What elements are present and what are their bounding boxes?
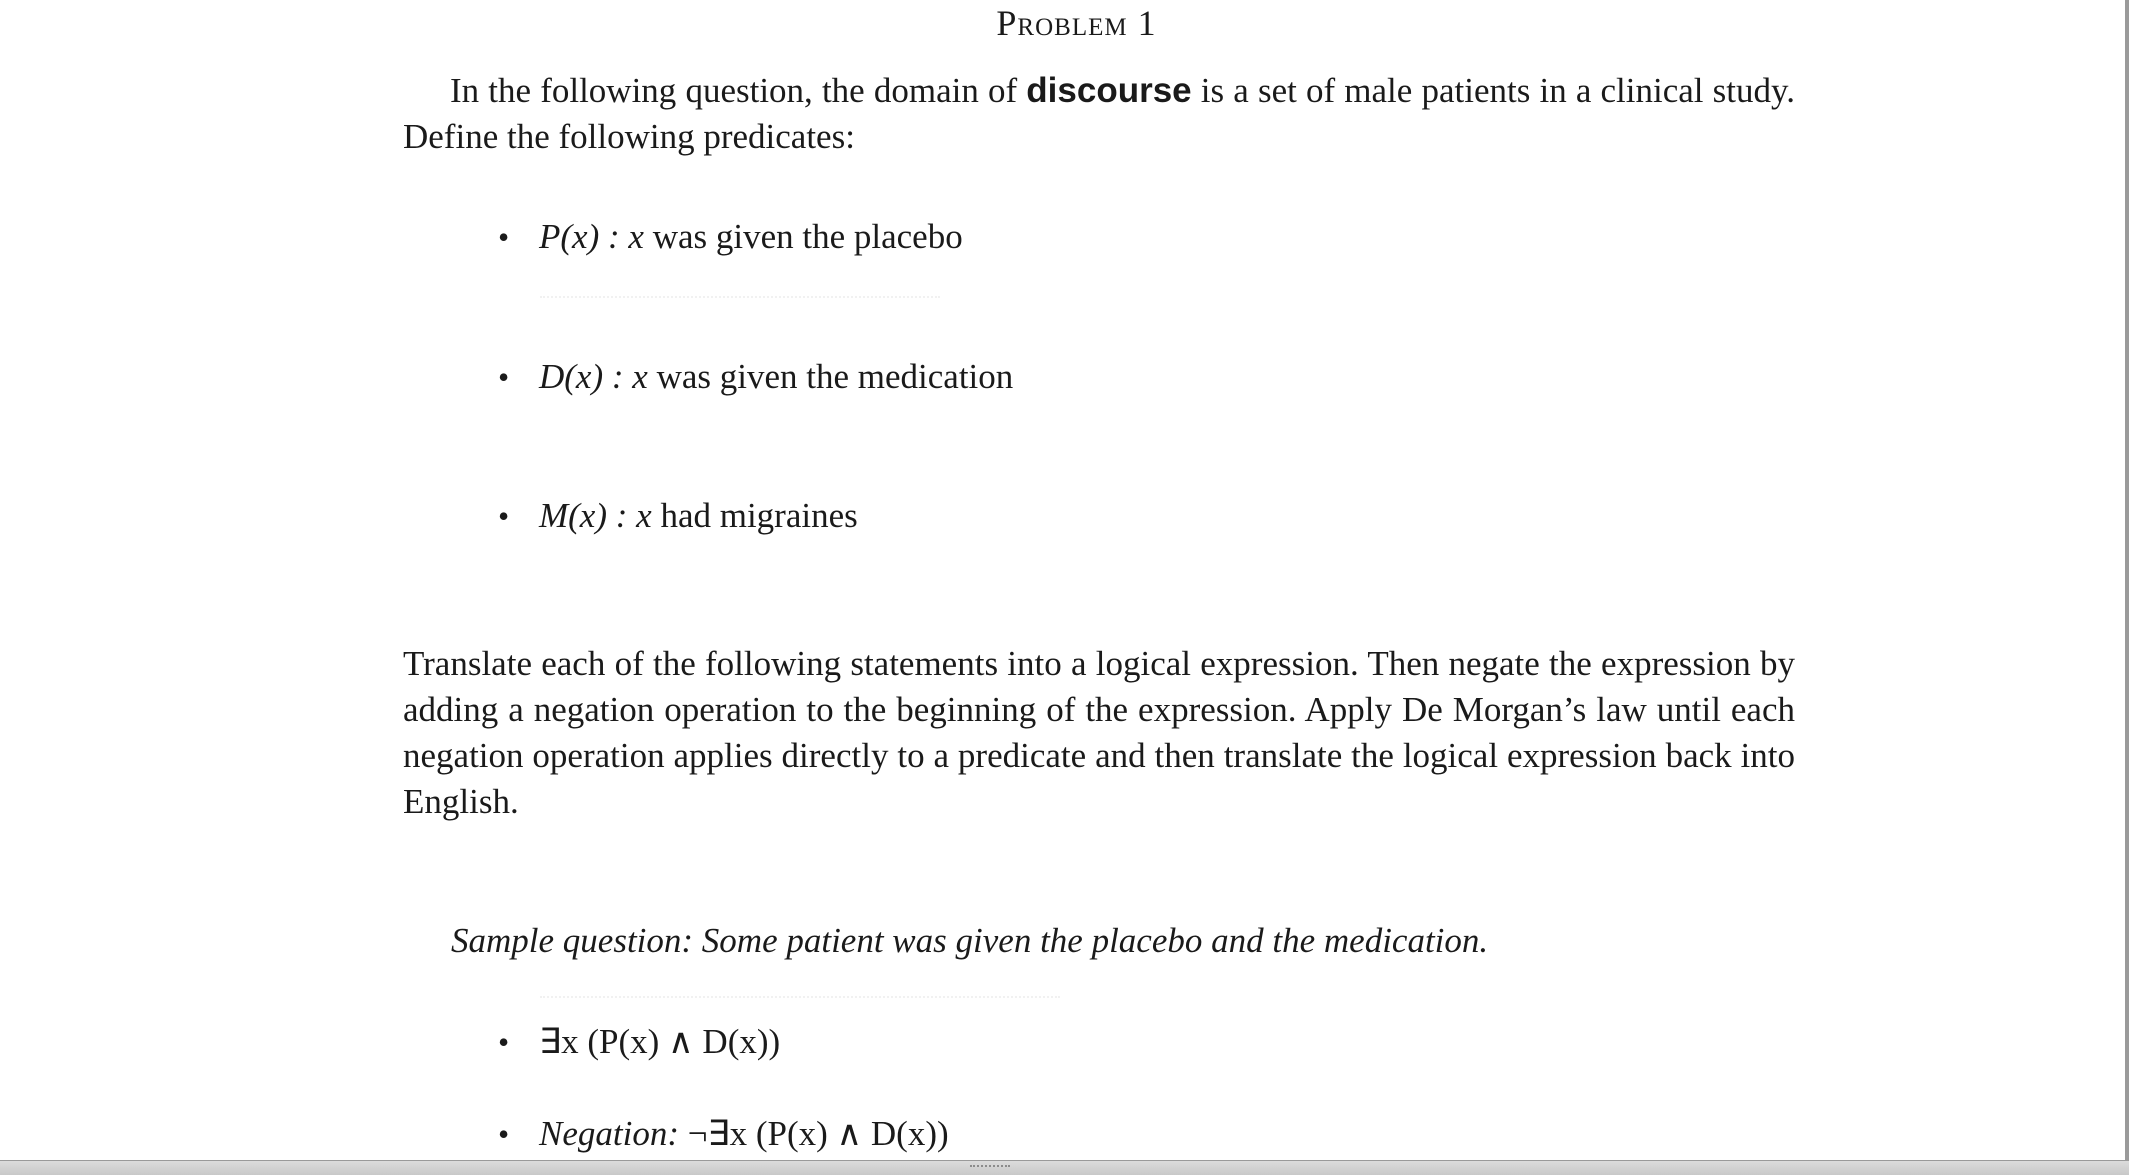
predicate-text: had migraines xyxy=(651,496,858,535)
scan-artifact xyxy=(540,996,1060,1002)
page-edge xyxy=(2125,0,2129,1161)
answer-label: Negation: xyxy=(539,1114,688,1153)
bullet-icon: • xyxy=(498,1024,510,1060)
predicate-item xyxy=(498,493,858,539)
bullet-icon: • xyxy=(498,359,510,395)
sample-question: Sample question: Some patient was given the placebo and the medication. xyxy=(451,921,1489,960)
resize-grip-icon[interactable] xyxy=(970,1165,1010,1173)
intro-paragraph xyxy=(403,68,1795,160)
intro-text-end: is a set of male patients in a clinical study. Define the following predicates: xyxy=(403,71,1795,156)
problem-title: Problem 1 xyxy=(996,3,1157,43)
predicate-variable: x xyxy=(628,217,644,256)
predicate-item xyxy=(498,214,963,260)
predicate-symbol: M(x) : xyxy=(539,496,637,535)
predicate-item xyxy=(498,354,1013,400)
predicate-symbol: P(x) : xyxy=(539,217,629,256)
predicate-variable: x xyxy=(632,357,648,396)
answer-expression: ¬∃x (P(x) ∧ D(x)) xyxy=(687,1114,949,1153)
window-resize-bar[interactable] xyxy=(0,1160,2129,1175)
predicate-text: was given the placebo xyxy=(643,217,963,256)
intro-text-start: In the following question, the domain of xyxy=(450,71,1027,110)
instructions-paragraph: Translate each of the following statements into a logical expression. Then negate the expression by adding a negation operation to the beginning of the expression. Apply De Morgan’s law until each negation operation applies directly to a predicate and then translate the logical expression back into English. xyxy=(403,644,1795,821)
predicate-variable: x xyxy=(636,496,652,535)
predicate-symbol: D(x) : xyxy=(539,357,633,396)
bullet-icon: • xyxy=(498,498,510,534)
predicate-text: was given the medication xyxy=(647,357,1014,396)
bullet-icon: • xyxy=(498,1116,510,1152)
answer-expression: ∃x (P(x) ∧ D(x)) xyxy=(539,1022,781,1061)
scan-artifact xyxy=(540,296,940,302)
bullet-icon: • xyxy=(498,219,510,255)
intro-bold-term: discourse xyxy=(1026,71,1192,110)
sample-answer-item xyxy=(498,1019,780,1065)
sample-answer-item xyxy=(498,1111,949,1157)
